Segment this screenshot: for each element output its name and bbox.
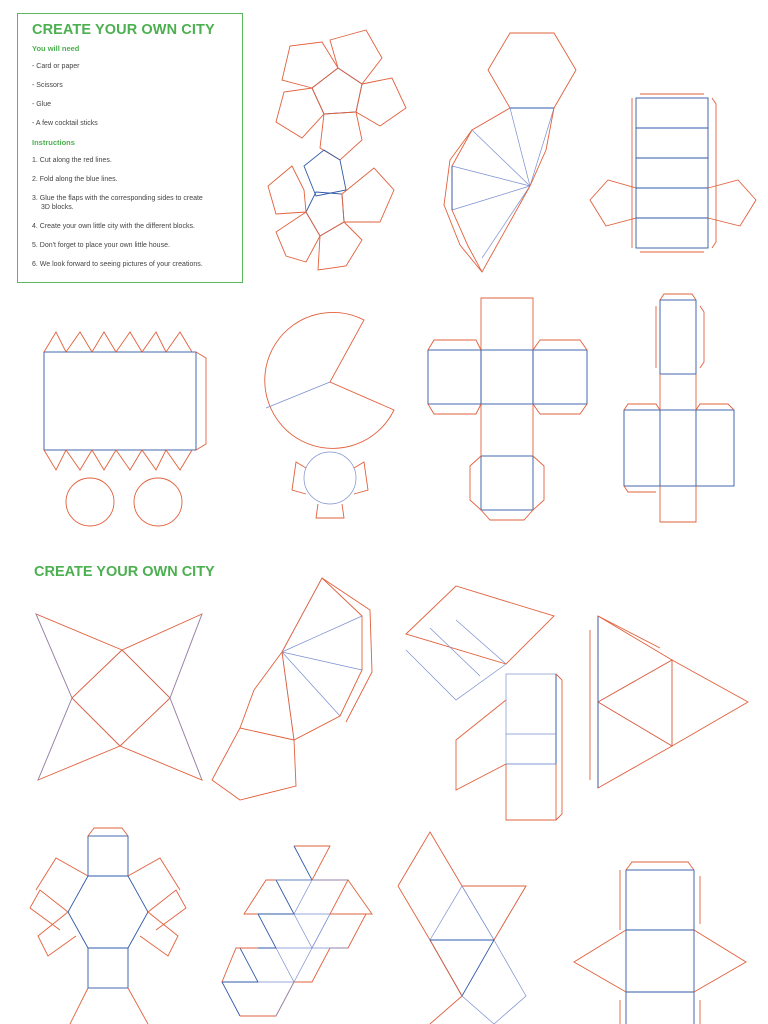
tall-cross-box-net — [624, 294, 734, 522]
instruction-step: 2. Fold along the blue lines. — [32, 176, 118, 183]
instruction-step: 6. We look forward to seeing pictures of your creations. — [32, 261, 203, 268]
icosahedron-strip-net — [222, 846, 372, 1016]
section-title: CREATE YOUR OWN CITY — [34, 564, 215, 580]
tower-box-net — [590, 94, 756, 252]
box-with-pyramid-sides-net — [574, 862, 746, 1024]
needs-heading: You will need — [32, 44, 80, 53]
instruction-step: 1. Cut along the red lines. — [32, 157, 112, 164]
pentagonal-pyramid-net — [212, 578, 372, 800]
triangular-prism-net — [406, 586, 562, 820]
needs-item: - Glue — [32, 101, 52, 108]
cylinder-net — [44, 332, 206, 526]
cone-net — [265, 312, 394, 518]
dodecahedron-net — [268, 30, 406, 270]
needs-item: - A few cocktail sticks — [32, 120, 98, 127]
hexagonal-prism-net — [30, 828, 186, 1024]
cube-net — [428, 298, 587, 520]
tetrahedron-net — [590, 616, 748, 788]
hexagonal-pyramid-net — [444, 33, 576, 272]
page-title: CREATE YOUR OWN CITY — [32, 22, 215, 38]
octahedron-net — [398, 832, 526, 1024]
instructions-heading: Instructions — [32, 138, 75, 147]
needs-item: - Scissors — [32, 82, 63, 89]
instruction-step: 3. Glue the flaps with the corresponding sides to create 3D blocks. — [32, 195, 203, 211]
square-pyramid-net — [36, 614, 202, 780]
instruction-step: 5. Don't forget to place your own little house. — [32, 242, 170, 249]
instruction-step: 4. Create your own little city with the different blocks. — [32, 223, 195, 230]
needs-item: - Card or paper — [32, 63, 80, 70]
